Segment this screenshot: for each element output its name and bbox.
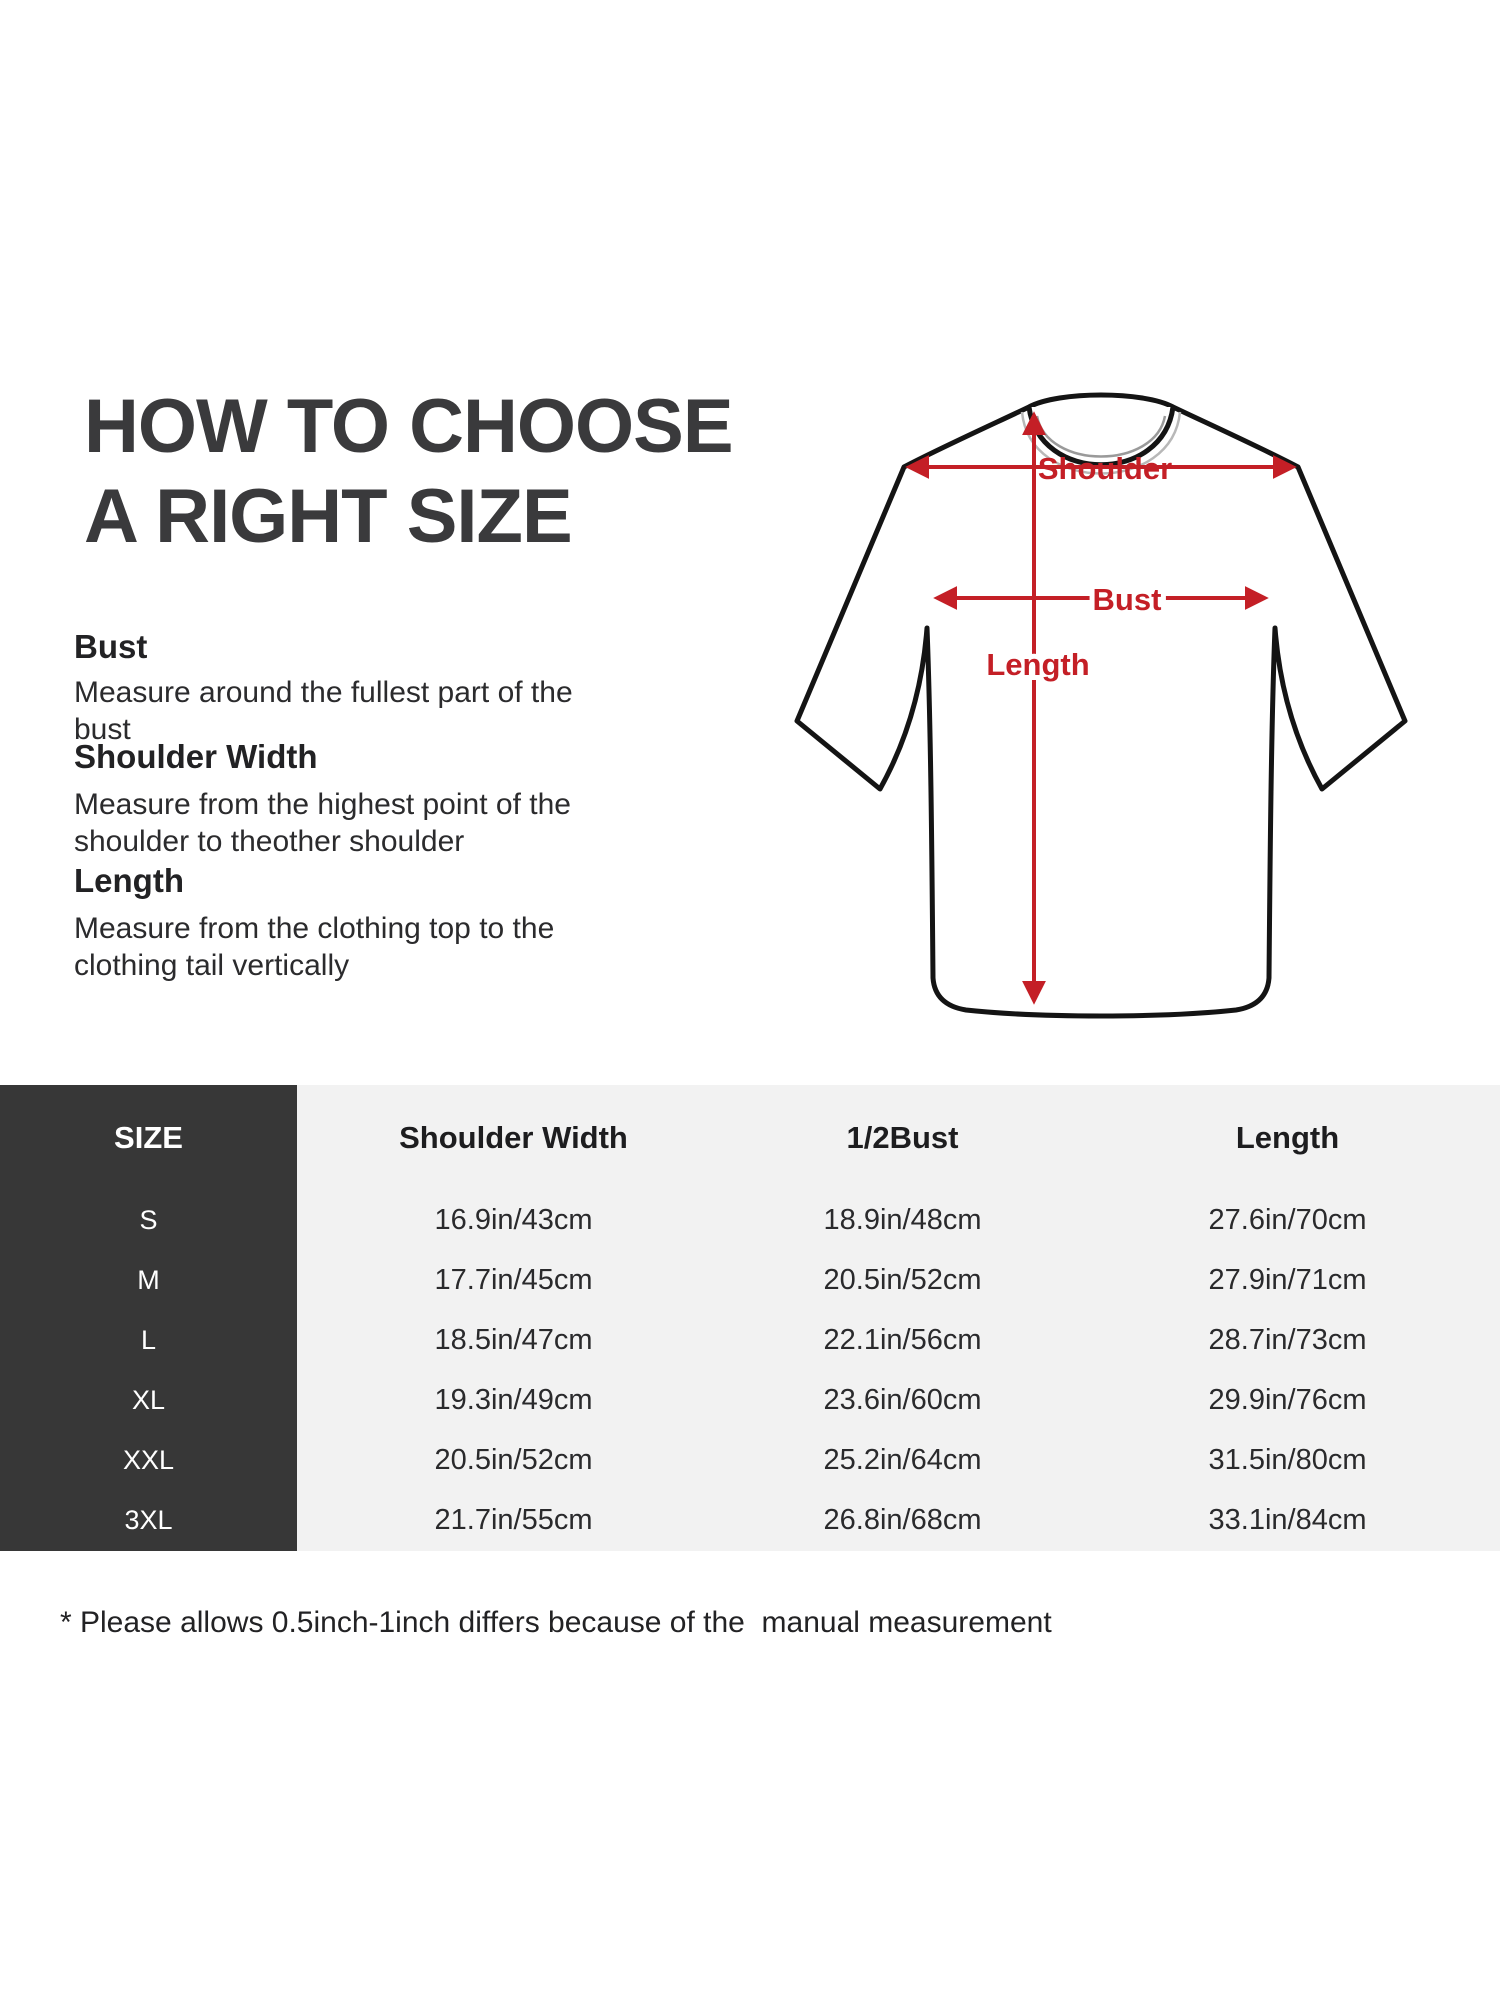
size-label: XXL: [0, 1431, 297, 1491]
size-label: L: [0, 1310, 297, 1370]
shoulder-width-value: 21.7in/55cm: [434, 1504, 593, 1537]
shoulder-width-value: 17.7in/45cm: [434, 1263, 593, 1296]
bust-description-line: Measure around the fullest part of the bust: [74, 676, 573, 746]
length-section-description: [74, 910, 634, 984]
table-row-3xl: [0, 1491, 1500, 1551]
table-row-l: [0, 1310, 1500, 1370]
half-bust-value: 25.2in/64cm: [823, 1444, 982, 1477]
shoulder-description-line: Measure from the highest point of the: [74, 788, 571, 821]
shoulder-width-column-header: Shoulder Width: [399, 1119, 628, 1155]
shoulder-width-value: 18.5in/47cm: [434, 1323, 593, 1356]
shoulder-width-value: 16.9in/43cm: [434, 1203, 593, 1236]
shoulder-measure-label: Shoulder: [1037, 451, 1173, 486]
shoulder-width-value: 19.3in/49cm: [434, 1384, 593, 1417]
page-title: [84, 382, 733, 562]
table-row-m: [0, 1250, 1500, 1310]
bust-measure-label: Bust: [1092, 582, 1162, 617]
length-description-line: Measure from the clothing top to the: [74, 912, 555, 945]
size-label: M: [0, 1250, 297, 1310]
shoulder-width-value: 20.5in/52cm: [434, 1444, 593, 1477]
length-column-header: Length: [1235, 1119, 1340, 1155]
shoulder-width-section-title: Shoulder Width: [74, 738, 318, 775]
size-label: XL: [0, 1371, 297, 1431]
length-measure-label: Length: [986, 647, 1090, 682]
bust-section-description: [74, 674, 634, 748]
length-value: 27.6in/70cm: [1208, 1203, 1367, 1236]
size-label: S: [0, 1190, 297, 1250]
size-column-header: SIZE: [0, 1085, 297, 1190]
table-row-s: [0, 1190, 1500, 1250]
page-title-line2: A RIGHT SIZE: [84, 474, 572, 559]
length-section-title: Length: [74, 862, 184, 899]
half-bust-value: 20.5in/52cm: [823, 1263, 982, 1296]
tshirt-measurement-diagram: [770, 390, 1420, 1030]
size-label: 3XL: [0, 1491, 297, 1551]
length-value: 33.1in/84cm: [1208, 1504, 1367, 1537]
page-title-line1: HOW TO CHOOSE: [84, 384, 733, 469]
tshirt-outline: [797, 395, 1405, 1016]
half-bust-value: 22.1in/56cm: [823, 1323, 982, 1356]
half-bust-column-header: 1/2Bust: [846, 1119, 959, 1155]
table-row-xl: [0, 1371, 1500, 1431]
shoulder-width-section-description: [74, 786, 634, 860]
table-row-xxl: [0, 1431, 1500, 1491]
size-table-header-row: [0, 1085, 1500, 1190]
half-bust-value: 26.8in/68cm: [823, 1504, 982, 1537]
bust-section-title: Bust: [74, 628, 148, 665]
length-description-line: clothing tail vertically: [74, 949, 350, 982]
length-value: 28.7in/73cm: [1208, 1323, 1367, 1356]
measurement-disclaimer: * Please allows 0.5inch-1inch differs because of the manual measurement: [60, 1606, 1052, 1639]
size-table: [0, 1085, 1500, 1551]
length-value: 29.9in/76cm: [1208, 1384, 1367, 1417]
length-value: 27.9in/71cm: [1208, 1263, 1367, 1296]
shoulder-description-line: shoulder to theother shoulder: [74, 825, 465, 858]
half-bust-value: 23.6in/60cm: [823, 1384, 982, 1417]
length-value: 31.5in/80cm: [1208, 1444, 1367, 1477]
half-bust-value: 18.9in/48cm: [823, 1203, 982, 1236]
